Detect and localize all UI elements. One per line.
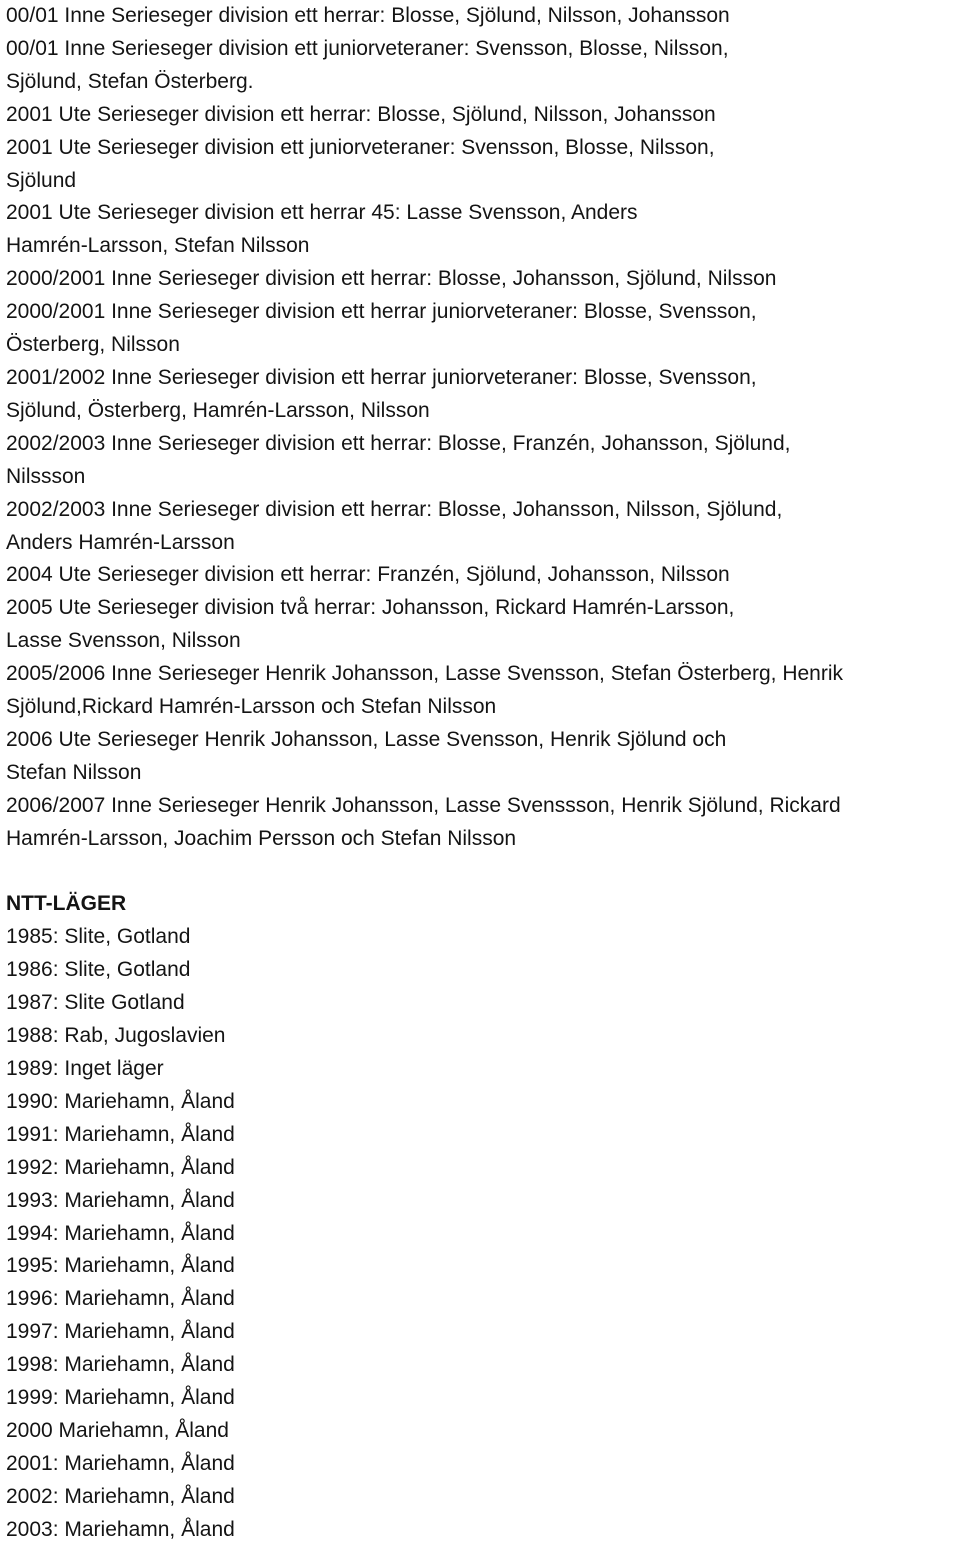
result-line: 2001 Ute Serieseger division ett herrar 45: Lasse Svensson, Anders <box>6 201 638 225</box>
result-line: Sjölund, Österberg, Hamrén-Larsson, Nilsson <box>6 398 430 422</box>
result-line: Hamrén-Larsson, Joachim Persson och Stefan Nilsson <box>6 826 517 850</box>
result-line: 2006/2007 Inne Serieseger Henrik Johansson, Lasse Svenssson, Henrik Sjölund, Rickard <box>6 793 841 817</box>
result-line: 2002/2003 Inne Serieseger division ett herrar: Blosse, Franzén, Johansson, Sjölund, <box>6 431 791 455</box>
camp-entry: 1992: Mariehamn, Åland <box>6 1155 235 1179</box>
ntt-lager-list <box>6 921 960 1546</box>
camp-entry: 1997: Mariehamn, Åland <box>6 1320 235 1344</box>
result-line: 2000/2001 Inne Serieseger division ett herrar juniorveteraner: Blosse, Svensson, <box>6 300 757 324</box>
result-line: Lasse Svensson, Nilsson <box>6 629 241 653</box>
result-line: Hamrén-Larsson, Stefan Nilsson <box>6 234 310 258</box>
series-results-section <box>6 0 960 856</box>
camp-entry: 1991: Mariehamn, Åland <box>6 1122 235 1146</box>
result-line: 2006 Ute Serieseger Henrik Johansson, Lasse Svensson, Henrik Sjölund och <box>6 727 727 751</box>
result-line: 2000/2001 Inne Serieseger division ett herrar: Blosse, Johansson, Sjölund, Nilsson <box>6 267 777 291</box>
result-line: 00/01 Inne Serieseger division ett juniorveteraner: Svensson, Blosse, Nilsson, <box>6 36 729 60</box>
camp-entry: 1996: Mariehamn, Åland <box>6 1287 235 1311</box>
camp-entry: 1988: Rab, Jugoslavien <box>6 1024 226 1048</box>
result-line: 2005/2006 Inne Serieseger Henrik Johansson, Lasse Svensson, Stefan Österberg, Henrik <box>6 662 843 686</box>
camp-entry: 1985: Slite, Gotland <box>6 925 191 949</box>
result-line: Nilssson <box>6 464 86 488</box>
result-line: 2005 Ute Serieseger division två herrar: Johansson, Rickard Hamrén-Larsson, <box>6 596 735 620</box>
camp-entry: 2001: Mariehamn, Åland <box>6 1451 235 1475</box>
camp-entry: 2003: Mariehamn, Åland <box>6 1517 235 1541</box>
camp-entry: 1990: Mariehamn, Åland <box>6 1089 235 1113</box>
camp-entry: 1995: Mariehamn, Åland <box>6 1254 235 1278</box>
camp-entry: 2000 Mariehamn, Åland <box>6 1418 229 1442</box>
section-spacer <box>6 856 960 889</box>
result-line: Sjölund <box>6 168 77 192</box>
result-line: Stefan Nilsson <box>6 760 142 784</box>
result-line: 2002/2003 Inne Serieseger division ett herrar: Blosse, Johansson, Nilsson, Sjölund, <box>6 497 783 521</box>
camp-entry: 1993: Mariehamn, Åland <box>6 1188 235 1212</box>
camp-entry: 1998: Mariehamn, Åland <box>6 1353 235 1377</box>
camp-entry: 1987: Slite Gotland <box>6 991 185 1015</box>
camp-entry: 1986: Slite, Gotland <box>6 958 191 982</box>
result-line: 00/01 Inne Serieseger division ett herrar: Blosse, Sjölund, Nilsson, Johansson <box>6 4 730 27</box>
camp-entry: 1994: Mariehamn, Åland <box>6 1221 235 1245</box>
result-line: Sjölund, Stefan Österberg. <box>6 69 254 93</box>
result-line: 2001 Ute Serieseger division ett herrar: Blosse, Sjölund, Nilsson, Johansson <box>6 102 716 126</box>
camp-entry: 1989: Inget läger <box>6 1056 164 1080</box>
result-line: Anders Hamrén-Larsson <box>6 530 235 554</box>
result-line: Österberg, Nilsson <box>6 333 180 357</box>
result-line: 2004 Ute Serieseger division ett herrar: Franzén, Sjölund, Johansson, Nilsson <box>6 563 730 587</box>
result-line: 2001/2002 Inne Serieseger division ett herrar juniorveteraner: Blosse, Svensson, <box>6 365 757 389</box>
result-line: 2001 Ute Serieseger division ett juniorveteraner: Svensson, Blosse, Nilsson, <box>6 135 715 159</box>
result-line: Sjölund,Rickard Hamrén-Larsson och Stefan Nilsson <box>6 695 497 719</box>
camp-entry: 2002: Mariehamn, Åland <box>6 1484 235 1508</box>
ntt-lager-heading: NTT-LÄGER <box>6 892 127 916</box>
camp-entry: 1999: Mariehamn, Åland <box>6 1386 235 1410</box>
